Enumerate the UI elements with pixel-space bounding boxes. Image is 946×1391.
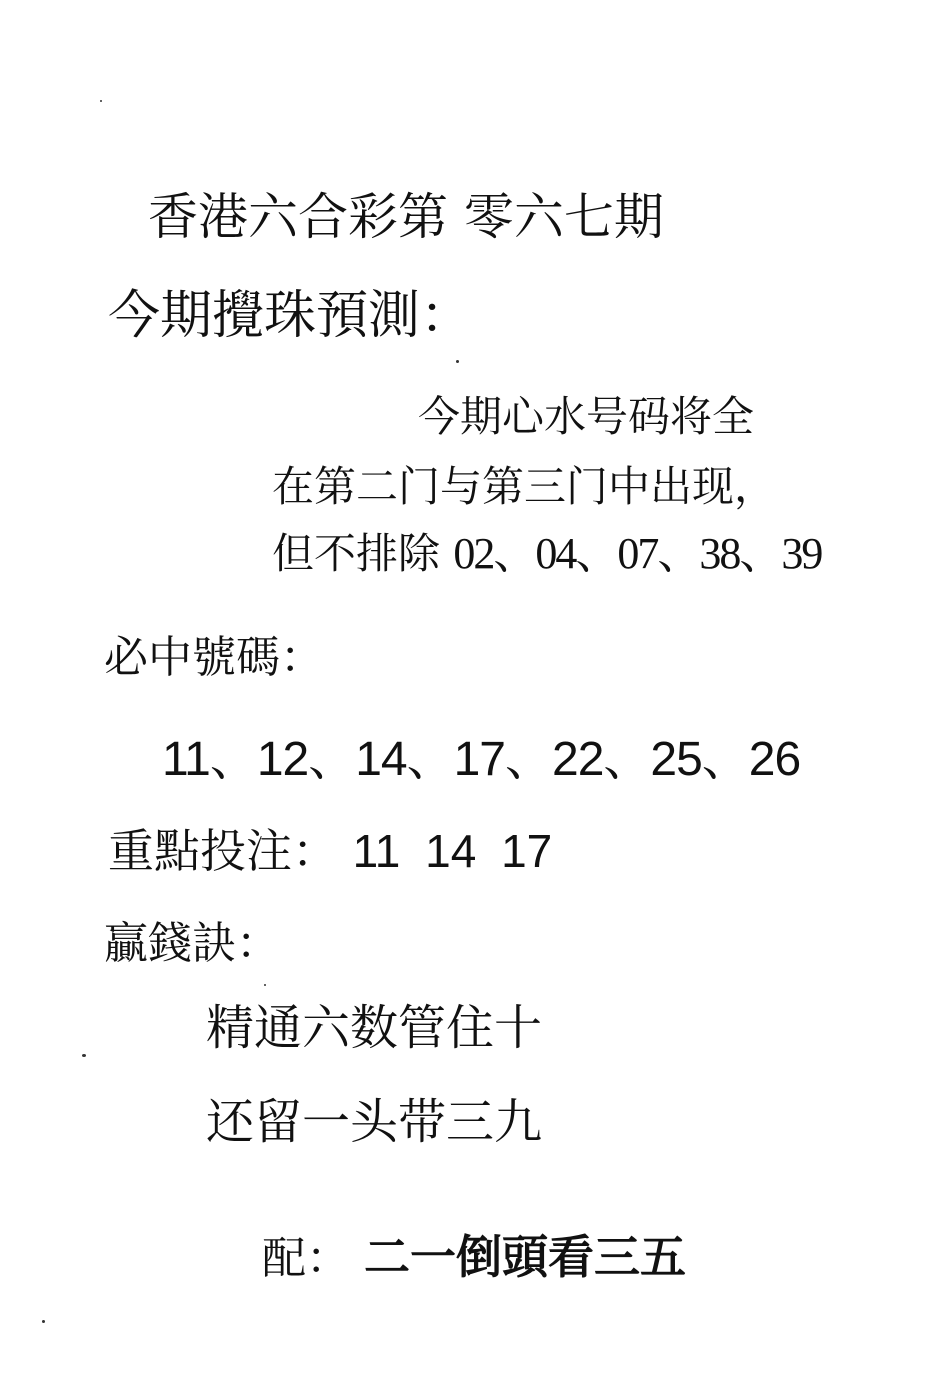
forecast-line-1: 今期心水号码将全 (418, 392, 755, 441)
match-line (262, 1230, 686, 1284)
focus-bet-heading: 重點投注： (108, 824, 338, 878)
page-title: 香港六合彩第 零六七期 (148, 188, 664, 246)
focus-bet-line (108, 824, 553, 878)
winning-tip-line-2: 还留一头带三九 (206, 1094, 543, 1150)
scan-speck (42, 1320, 45, 1323)
excluded-numbers: 02、04、07、38、39 (453, 529, 822, 578)
forecast-line-3-prefix: 但不排除 (272, 529, 441, 578)
scan-speck (456, 360, 459, 363)
match-label: 配： (262, 1233, 350, 1284)
match-value: 二一倒頭看三五 (364, 1230, 686, 1284)
forecast-line-2: 在第二门与第三门中出现， (272, 462, 777, 511)
winning-tip-line-1: 精通六数管住十 (206, 1000, 543, 1056)
scan-speck (100, 100, 102, 102)
forecast-heading: 今期攪珠預測： (108, 286, 473, 346)
must-win-numbers: 11、12、14、17、22、25、26 (162, 733, 801, 786)
scan-speck (264, 984, 266, 986)
forecast-line-3 (272, 529, 822, 578)
must-win-heading: 必中號碼： (104, 632, 324, 683)
scan-speck (82, 1054, 86, 1057)
focus-bet-numbers: 11 14 17 (352, 825, 553, 877)
winning-tip-heading: 贏錢訣： (104, 918, 280, 969)
